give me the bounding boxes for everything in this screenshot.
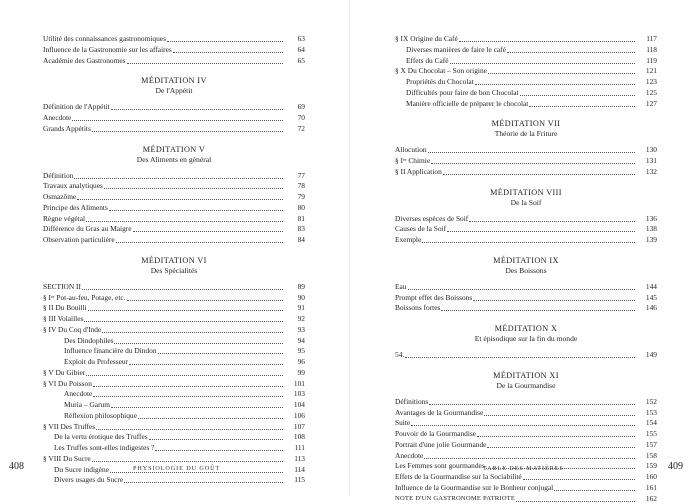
section-heading xyxy=(43,144,305,165)
toc-entry xyxy=(43,113,305,124)
dot-leader xyxy=(507,52,635,53)
toc-entry-page: 103 xyxy=(287,389,305,400)
toc-entry-page: 159 xyxy=(639,461,657,472)
toc-entry-page: 115 xyxy=(287,475,305,486)
toc-entry-label: Définition xyxy=(43,171,73,182)
dot-leader xyxy=(488,73,635,74)
toc-entry-page: 63 xyxy=(287,34,305,45)
dot-leader xyxy=(93,386,283,387)
toc-entry xyxy=(43,454,305,465)
dot-leader xyxy=(127,300,283,301)
dot-leader xyxy=(116,242,283,243)
meditation-title: MÉDITATION V xyxy=(43,144,305,155)
toc-entry-page: 95 xyxy=(287,346,305,357)
toc-entry-page: 108 xyxy=(287,432,305,443)
toc-entry xyxy=(395,99,657,110)
meditation-subtitle: De la Soif xyxy=(395,198,657,208)
toc-entry-label: Allocution xyxy=(395,145,427,156)
toc-entry-page: 93 xyxy=(287,325,305,336)
dot-leader xyxy=(173,52,283,53)
toc-entry-page: 65 xyxy=(287,56,305,67)
toc-entry-label: Anecdote xyxy=(64,389,92,400)
dot-leader xyxy=(475,84,635,85)
toc-entry-page: 89 xyxy=(287,282,305,293)
toc-entry-label: Définitions xyxy=(395,397,428,408)
meditation-subtitle: De l'Appétit xyxy=(43,86,305,96)
dot-leader xyxy=(447,231,635,232)
dot-leader xyxy=(411,425,635,426)
section-heading xyxy=(395,370,657,391)
toc-entry xyxy=(43,357,305,368)
toc-entry xyxy=(43,203,305,214)
section-heading xyxy=(395,255,657,276)
toc-entry-label: Manière officielle de préparer le chocolat xyxy=(406,99,528,110)
toc-entry xyxy=(43,45,305,56)
toc-entry xyxy=(43,192,305,203)
toc-entry-page: 161 xyxy=(639,483,657,494)
section-heading xyxy=(43,75,305,96)
toc-entry-page: 145 xyxy=(639,293,657,304)
toc-entry-label: Difficultés pour faire de bon Chocolat xyxy=(406,88,519,99)
right-page xyxy=(350,0,700,494)
toc-entry-label: § III Volailles xyxy=(43,314,83,325)
toc-entry xyxy=(395,145,657,156)
toc-entry-page: 152 xyxy=(639,397,657,408)
toc-entry-page: 99 xyxy=(287,368,305,379)
toc-entry xyxy=(43,389,305,400)
toc-entry xyxy=(395,77,657,88)
toc-entry-page: 153 xyxy=(639,408,657,419)
left-toc-column xyxy=(43,34,305,486)
dot-leader xyxy=(429,404,635,405)
dot-leader xyxy=(155,450,283,451)
meditation-title: MÉDITATION VI xyxy=(43,255,305,266)
toc-entry-page: 90 xyxy=(287,293,305,304)
dot-leader xyxy=(523,479,635,480)
dot-leader xyxy=(84,321,283,322)
meditation-subtitle: Des Spécialités xyxy=(43,266,305,276)
toc-entry xyxy=(395,66,657,77)
toc-entry xyxy=(395,56,657,67)
toc-entry-label: SECTION II xyxy=(43,282,81,293)
toc-entry-label: Prompt effet des Boissons xyxy=(395,293,472,304)
dot-leader xyxy=(529,106,635,107)
toc-entry-page: 144 xyxy=(639,282,657,293)
toc-entry-page: 127 xyxy=(639,99,657,110)
toc-entry-page: 72 xyxy=(287,124,305,135)
toc-entry-label: Réflexion philosophique xyxy=(64,411,137,422)
toc-entry-page: 138 xyxy=(639,224,657,235)
toc-entry-page: 132 xyxy=(639,167,657,178)
toc-entry-page: 154 xyxy=(639,418,657,429)
toc-entry-page: 157 xyxy=(639,440,657,451)
toc-entry-label: Influence de la Gourmandise sur le Bonheur conjugal xyxy=(395,483,553,494)
toc-entry-label: Les Truffes sont-elles indigestes ? xyxy=(54,443,154,454)
toc-entry-label: Osmazôme xyxy=(43,192,76,203)
toc-entry-label: Boissons fortes xyxy=(395,303,440,314)
toc-entry xyxy=(395,156,657,167)
toc-entry xyxy=(395,429,657,440)
toc-entry xyxy=(43,34,305,45)
dot-leader xyxy=(96,429,283,430)
toc-entry xyxy=(395,494,657,504)
toc-entry xyxy=(395,451,657,462)
page-number-left: 408 xyxy=(9,461,24,472)
toc-entry-label: Anecdote xyxy=(43,113,71,124)
dot-leader xyxy=(520,95,635,96)
meditation-title: MÉDITATION X xyxy=(395,323,657,334)
running-footer-right: TABLE DES MATIÈRES xyxy=(483,465,564,472)
toc-entry-label: Diverses espèces de Soif xyxy=(395,214,468,225)
dot-leader xyxy=(86,221,283,222)
toc-entry-page: 121 xyxy=(639,66,657,77)
dot-leader xyxy=(428,152,635,153)
meditation-title: MÉDITATION IX xyxy=(395,255,657,266)
toc-entry xyxy=(43,346,305,357)
dot-leader xyxy=(124,482,283,483)
dot-leader xyxy=(111,407,283,408)
dot-leader xyxy=(424,458,635,459)
toc-entry-label: De la vertu érotique des Truffes xyxy=(54,432,148,443)
toc-entry xyxy=(43,282,305,293)
toc-entry xyxy=(43,235,305,246)
page-number-right: 409 xyxy=(668,461,683,472)
toc-entry-label: Utilité des connaissances gastronomiques xyxy=(43,34,166,45)
dot-leader xyxy=(408,289,636,290)
toc-entry xyxy=(43,368,305,379)
meditation-title: MÉDITATION VII xyxy=(395,118,657,129)
meditation-title: MÉDITATION IV xyxy=(43,75,305,86)
dot-leader xyxy=(167,41,283,42)
toc-entry-label: Observation particulière xyxy=(43,235,115,246)
toc-entry-label: Eau xyxy=(395,282,407,293)
toc-entry-label: § VIII Du Sucre xyxy=(43,454,91,465)
toc-entry-page: 83 xyxy=(287,224,305,235)
toc-entry xyxy=(395,293,657,304)
toc-entry xyxy=(43,102,305,113)
toc-entry-page: 84 xyxy=(287,235,305,246)
toc-entry xyxy=(43,475,305,486)
dot-leader xyxy=(487,447,635,448)
toc-entry-page: 107 xyxy=(287,422,305,433)
toc-entry-label: Propriétés du Chocolat xyxy=(406,77,474,88)
dot-leader xyxy=(109,210,283,211)
dot-leader xyxy=(405,357,635,358)
toc-entry xyxy=(43,214,305,225)
toc-entry-page: 104 xyxy=(287,400,305,411)
toc-entry-label: NOTE D'UN GASTRONOME PATRIOTE xyxy=(395,494,515,504)
toc-entry-page: 94 xyxy=(287,336,305,347)
toc-entry-label: Effets du Café xyxy=(406,56,449,67)
toc-entry xyxy=(395,418,657,429)
toc-entry-label: Pouvoir de la Gourmandise xyxy=(395,429,476,440)
toc-entry-label: Avantages de la Gourmandise xyxy=(395,408,483,419)
toc-entry xyxy=(43,224,305,235)
toc-entry-label: Principe des Aliments xyxy=(43,203,108,214)
toc-entry-page: 160 xyxy=(639,472,657,483)
dot-leader xyxy=(92,461,283,462)
toc-entry-page: 91 xyxy=(287,303,305,314)
toc-entry-label: § VI Du Poisson xyxy=(43,379,92,390)
toc-entry-label: Définition de l'Appétit xyxy=(43,102,110,113)
dot-leader xyxy=(77,199,283,200)
dot-leader xyxy=(459,41,635,42)
toc-entry-page: 123 xyxy=(639,77,657,88)
right-toc-column xyxy=(395,34,657,504)
toc-entry xyxy=(395,167,657,178)
meditation-subtitle: Des Boissons xyxy=(395,266,657,276)
toc-entry-page: 106 xyxy=(287,411,305,422)
section-heading xyxy=(43,255,305,276)
toc-entry-page: 146 xyxy=(639,303,657,314)
toc-entry-page: 101 xyxy=(287,379,305,390)
dot-leader xyxy=(554,490,635,491)
toc-entry-label: § VII Des Truffes xyxy=(43,422,95,433)
toc-entry xyxy=(43,124,305,135)
toc-entry xyxy=(395,282,657,293)
toc-entry-label: Effets de la Gourmandise sur la Sociabilité xyxy=(395,472,522,483)
toc-entry-label: Influence financière du Dindon xyxy=(64,346,157,357)
dot-leader xyxy=(82,289,283,290)
toc-entry-page: 81 xyxy=(287,214,305,225)
toc-entry-label: Académie des Gastronomes xyxy=(43,56,126,67)
toc-entry-page: 125 xyxy=(639,88,657,99)
dot-leader xyxy=(111,109,283,110)
toc-entry xyxy=(43,336,305,347)
toc-entry-label: Du Sucre indigène xyxy=(54,465,109,476)
toc-entry xyxy=(43,314,305,325)
section-heading xyxy=(395,187,657,208)
toc-entry-page: 79 xyxy=(287,192,305,203)
toc-entry xyxy=(395,303,657,314)
toc-entry xyxy=(43,443,305,454)
toc-entry xyxy=(395,472,657,483)
toc-entry xyxy=(395,408,657,419)
meditation-subtitle: Des Aliments en général xyxy=(43,155,305,165)
left-page xyxy=(0,0,350,494)
toc-entry-label: Portrait d'une jolie Gourmande xyxy=(395,440,486,451)
meditation-subtitle: De la Gourmandise xyxy=(395,381,657,391)
toc-entry xyxy=(43,171,305,182)
toc-entry-label: Causes de la Soif xyxy=(395,224,446,235)
toc-entry-label: Les Femmes sont gourmandes xyxy=(395,461,485,472)
toc-entry-page: 149 xyxy=(639,350,657,361)
toc-entry-label: Divers usages du Sucre xyxy=(54,475,123,486)
meditation-title: MÉDITATION VIII xyxy=(395,187,657,198)
toc-entry-label: Règne végétal xyxy=(43,214,85,225)
toc-entry-label: § Iᵉʳ Pot-au-feu, Potage, etc. xyxy=(43,293,126,304)
dot-leader xyxy=(516,501,635,502)
toc-entry-label: Exemple xyxy=(395,235,421,246)
toc-entry-label: Diverses manières de faire le café xyxy=(406,45,506,56)
dot-leader xyxy=(114,343,283,344)
toc-entry xyxy=(43,400,305,411)
section-heading xyxy=(395,118,657,139)
toc-entry xyxy=(395,350,657,361)
toc-entry xyxy=(43,325,305,336)
toc-entry xyxy=(43,181,305,192)
toc-entry-page: 162 xyxy=(639,494,657,504)
toc-entry-page: 130 xyxy=(639,145,657,156)
toc-entry-page: 70 xyxy=(287,113,305,124)
dot-leader xyxy=(104,188,283,189)
dot-leader xyxy=(129,364,283,365)
dot-leader xyxy=(477,436,635,437)
toc-entry-page: 92 xyxy=(287,314,305,325)
toc-entry-label: 54. xyxy=(395,350,404,361)
toc-entry-page: 136 xyxy=(639,214,657,225)
toc-entry-page: 80 xyxy=(287,203,305,214)
toc-entry-label: § IX Origine du Café xyxy=(395,34,458,45)
dot-leader xyxy=(422,242,635,243)
toc-entry-label: Suite xyxy=(395,418,410,429)
meditation-title: MÉDITATION XI xyxy=(395,370,657,381)
toc-entry-page: 96 xyxy=(287,357,305,368)
toc-entry xyxy=(395,440,657,451)
toc-entry-label: § X Du Chocolat – Son origine xyxy=(395,66,487,77)
toc-entry-label: § II Application xyxy=(395,167,442,178)
toc-entry-page: 113 xyxy=(287,454,305,465)
toc-entry-label: § Iᵉʳ Chimie xyxy=(395,156,430,167)
toc-entry xyxy=(43,379,305,390)
toc-entry xyxy=(395,214,657,225)
toc-entry xyxy=(395,483,657,494)
toc-entry-label: Grands Appétits xyxy=(43,124,91,135)
section-heading xyxy=(395,323,657,344)
toc-entry xyxy=(395,235,657,246)
dot-leader xyxy=(473,300,635,301)
toc-entry-page: 114 xyxy=(287,465,305,476)
toc-entry xyxy=(395,45,657,56)
dot-leader xyxy=(74,178,283,179)
toc-entry-page: 139 xyxy=(639,235,657,246)
running-footer-left: PHYSIOLOGIE DU GOÛT xyxy=(133,465,220,472)
toc-entry xyxy=(395,224,657,235)
toc-entry-page: 117 xyxy=(639,34,657,45)
toc-entry-label: § IV Du Coq d'Inde xyxy=(43,325,101,336)
toc-entry-label: § II Du Bouilli xyxy=(43,303,87,314)
toc-entry-page: 155 xyxy=(639,429,657,440)
toc-entry xyxy=(43,56,305,67)
dot-leader xyxy=(133,231,283,232)
toc-entry-page: 131 xyxy=(639,156,657,167)
toc-entry-label: § V Du Gibier xyxy=(43,368,85,379)
dot-leader xyxy=(86,375,283,376)
meditation-subtitle: Théorie de la Friture xyxy=(395,129,657,139)
toc-entry-label: Des Dindophiles xyxy=(64,336,113,347)
toc-entry xyxy=(395,88,657,99)
dot-leader xyxy=(158,353,283,354)
toc-entry xyxy=(395,34,657,45)
toc-entry xyxy=(43,432,305,443)
dot-leader xyxy=(443,174,635,175)
dot-leader xyxy=(484,415,635,416)
dot-leader xyxy=(450,63,635,64)
dot-leader xyxy=(441,310,635,311)
dot-leader xyxy=(72,120,283,121)
toc-entry-page: 78 xyxy=(287,181,305,192)
dot-leader xyxy=(127,63,283,64)
toc-entry-label: Influence de la Gastronomie sur les affaires xyxy=(43,45,172,56)
dot-leader xyxy=(93,396,283,397)
meditation-subtitle: Et épisodique sur la fin du monde xyxy=(395,334,657,344)
toc-entry xyxy=(43,422,305,433)
toc-entry-page: 118 xyxy=(639,45,657,56)
toc-entry-page: 64 xyxy=(287,45,305,56)
toc-entry xyxy=(43,293,305,304)
toc-entry-page: 77 xyxy=(287,171,305,182)
toc-entry-label: Différence du Gras au Maigre xyxy=(43,224,132,235)
toc-entry-label: Muria – Garum xyxy=(64,400,110,411)
toc-entry xyxy=(43,411,305,422)
toc-entry-page: 111 xyxy=(287,443,305,454)
dot-leader xyxy=(102,332,283,333)
dot-leader xyxy=(149,439,283,440)
dot-leader xyxy=(431,163,635,164)
toc-entry-page: 119 xyxy=(639,56,657,67)
toc-entry-label: Anecdote xyxy=(395,451,423,462)
dot-leader xyxy=(469,221,635,222)
toc-entry-page: 69 xyxy=(287,102,305,113)
dot-leader xyxy=(88,310,283,311)
dot-leader xyxy=(138,418,283,419)
toc-entry-label: Travaux analytiques xyxy=(43,181,103,192)
dot-leader xyxy=(92,131,283,132)
toc-entry xyxy=(43,303,305,314)
toc-entry-page: 158 xyxy=(639,451,657,462)
toc-entry xyxy=(395,397,657,408)
toc-entry-label: Exploit du Professeur xyxy=(64,357,128,368)
